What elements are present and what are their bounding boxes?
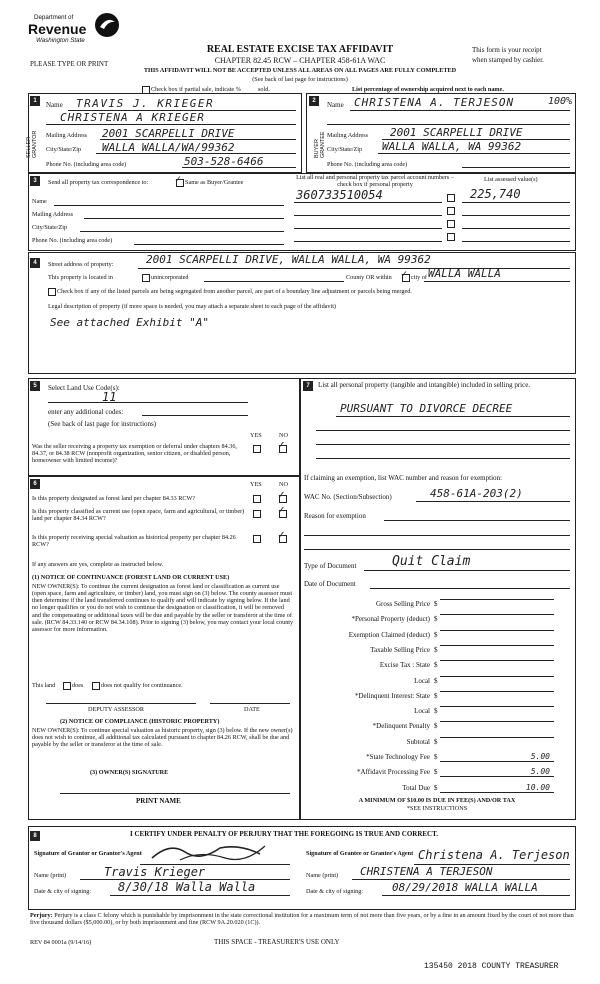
fee-amount [440, 691, 554, 692]
fee-amount [440, 599, 554, 600]
unincorporated-label: unincorporated [151, 274, 189, 281]
dor-swoosh-icon [94, 12, 120, 38]
buyer-city-value: WALLA WALLA, WA 99362 [382, 140, 522, 153]
see-instructions-note: *SEE INSTRUCTIONS [406, 805, 468, 812]
grantor-sig-label: Signature of Grantor or Grantor's Agent [34, 850, 142, 857]
fee-label: Taxable Selling Price [370, 646, 430, 654]
grantor-name-label: Name (print) [34, 872, 67, 879]
legal-value: See attached Exhibit "A" [50, 316, 209, 329]
perjury-text: Perjury is a class C felony which is punishable by imprisonment in the state correctional institution for a maximum term of not more than five years, or by a fine in an amount fixed by the court of not more than five thousand dollars ($5,000.00), or by both imprisonment and fine (RCW 9A.20.020 (1C)). [30, 912, 574, 927]
deputy-assessor-label: DEPUTY ASSESSOR [88, 706, 144, 713]
form-title: REAL ESTATE EXCISE TAX AFFIDAVIT [206, 44, 394, 55]
personal-property-label: List all personal property (tangible and intangible) included in selling price. [318, 381, 531, 389]
fee-amount: 10.00 [440, 783, 554, 793]
perjury-label: Perjury: [30, 912, 53, 919]
assessed-value: 225,740 [470, 187, 521, 201]
section-8-marker: 8 [30, 831, 40, 841]
seller-phone-label: Phone No. (including area code) [46, 161, 127, 168]
fee-dollar-sign: $ [434, 631, 438, 639]
seller-phone-value: 503-528-6466 [184, 155, 264, 168]
grantee-name-value: CHRISTENA A TERJESON [360, 865, 493, 878]
reason-label: Reason for exemption [304, 512, 366, 520]
seller-name-1: TRAVIS J. KRIEGER [76, 97, 215, 110]
grantor-date-value: 8/30/18 Walla Walla [118, 880, 256, 894]
parcel-number: 360733510054 [296, 188, 383, 202]
claim-exemption-label: If claiming an exemption, list WAC number and reason for exemption: [304, 474, 502, 482]
personal-property-checkbox-2[interactable] [447, 207, 455, 215]
section-4-marker: 4 [30, 258, 40, 268]
does-label: does [72, 682, 84, 689]
notice-continuance-title: (1) NOTICE OF CONTINUANCE (FOREST LAND OR CURRENT USE) [32, 574, 230, 581]
fee-dollar-sign: $ [434, 768, 438, 776]
fee-amount [440, 676, 554, 677]
fee-label: Local [414, 677, 430, 685]
minimum-fee-note: A MINIMUM OF $10.00 IS DUE IN FEE(S) AND/OR TAX [358, 797, 516, 804]
sold-label: sold. [258, 86, 270, 93]
fee-dollar-sign: $ [434, 692, 438, 700]
same-as-buyer-check: ✓ [175, 174, 182, 185]
q2-yes-checkbox[interactable] [253, 510, 261, 518]
fee-dollar-sign: $ [434, 722, 438, 730]
corr-name-label: Name [32, 198, 47, 205]
corr-mail-label: Mailing Address [32, 211, 74, 218]
personal-property-value: PURSUANT TO DIVORCE DECREE [340, 402, 513, 415]
same-as-buyer-label: Same as Buyer/Grantee [185, 179, 244, 186]
buyer-mail-value: 2001 SCARPELLI DRIVE [390, 126, 523, 139]
buyer-vertical-label: BUYER GRANTEE [314, 131, 326, 158]
partial-sale-label: Check box if partial sale, indicate % [151, 86, 241, 93]
land-use-code: 11 [102, 390, 117, 404]
exemption-no-check: ✓ [278, 438, 285, 451]
wac-value: 458-61A-203(2) [430, 487, 523, 500]
dept-line2: Revenue [28, 21, 87, 37]
seller-vertical-label: SELLER GRANTOR [26, 130, 38, 158]
forest-q2: Is this property classified as current use (open space, farm and agricultural, or timber) land per chapter 84.34 RCW? [32, 508, 245, 523]
treasurer-stamp: 135450 2018 COUNTY TREASURER [424, 962, 559, 971]
q3-yes-checkbox[interactable] [253, 535, 261, 543]
fee-amount [440, 614, 554, 615]
doc-type-value: Quit Claim [392, 554, 471, 569]
fee-amount [440, 737, 554, 738]
owner-signature-label: (3) OWNER(S) SIGNATURE [90, 769, 169, 776]
city-of-check: ✓ [401, 269, 408, 280]
buyer-ownership-pct: 100% [548, 96, 573, 107]
seller-mail-value: 2001 SCARPELLI DRIVE [102, 127, 235, 140]
wac-label: WAC No. (Section/Subsection) [304, 493, 392, 501]
seller-name-2: CHRISTENA A KRIEGER [60, 111, 205, 124]
notice-continuance-body: NEW OWNER(S): To continue the current designation as forest land or classification as current use (open space, farm and agriculture, or timber) land, you must sign on (3) below. The county assessor must then determine if the land transferred continues to qualify and will indicate by signing below. If the land no longer qualifies or you do not wish to continue the designation or classification, it will be removed and the compensating or additional taxes will be due and payable by the seller or transferor at the time of sale. (RCW 84.33.140 or RCW 84.34.108). Prior to signing (3) below, you may contact your local county assessor for more information. [32, 583, 294, 633]
deputy-date-label: DATE [244, 706, 260, 713]
land-use-no: NO [279, 432, 288, 439]
does-not-label: does not qualify for continuance. [101, 682, 183, 689]
fee-amount [440, 706, 554, 707]
notice-compliance-title: (2) NOTICE OF COMPLIANCE (HISTORIC PROPERTY) [60, 718, 220, 725]
dept-line1: Department of [34, 14, 74, 21]
fee-label: Total Due [402, 784, 430, 792]
buyer-mail-label: Mailing Address [327, 132, 369, 139]
buyer-phone-label: Phone No. (including area code) [327, 161, 408, 168]
parcel-header: List all real and personal property tax parcel account numbers – check box if personal property [296, 174, 454, 189]
fee-label: Local [414, 707, 430, 715]
county-or-label: County OR within [346, 274, 392, 281]
fee-label: Gross Selling Price [375, 600, 430, 608]
q1-no-check: ✓ [278, 488, 285, 501]
fee-dollar-sign: $ [434, 646, 438, 654]
corr-city-label: City/State/Zip [32, 224, 68, 231]
fee-dollar-sign: $ [434, 677, 438, 685]
perjury-notice [30, 912, 576, 926]
street-label: Street address of property: [48, 261, 114, 268]
receipt-line2: when stamped by cashier. [472, 56, 544, 64]
land-use-yes: YES [250, 432, 262, 439]
city-of-label: city of [411, 274, 427, 281]
fee-label: *Delinquent Penalty [372, 722, 430, 730]
section-6-marker: 6 [30, 479, 40, 489]
type-or-print: PLEASE TYPE OR PRINT [30, 60, 109, 68]
q3-no-check: ✓ [278, 528, 285, 541]
land-use-label: Select Land Use Code(s): [48, 384, 120, 392]
this-land-label: This land [32, 682, 56, 689]
segregated-checkbox[interactable] [48, 288, 56, 296]
personal-property-checkbox-3[interactable] [447, 220, 455, 228]
exemption-question: Was the seller receiving a property tax exemption or deferral under chapters 84.36, 84.37, or 84.38 RCW (nonprofit organization, senior citizen, or disabled person, homeowner with limited income)? [32, 443, 237, 465]
grantor-date-label: Date & city of signing: [34, 888, 92, 895]
fee-dollar-sign: $ [434, 738, 438, 746]
grantor-signature [150, 838, 270, 866]
treasurer-use-label: THIS SPACE - TREASURER'S USE ONLY [214, 938, 340, 946]
buyer-name-label: Name [327, 101, 344, 109]
fee-amount [440, 645, 554, 646]
personal-property-checkbox-1[interactable] [447, 194, 455, 202]
seller-name-label: Name [46, 101, 63, 109]
forest-q3: Is this property receiving special valuation as historical property per chapter 84.26 RCW? [32, 534, 236, 549]
fee-dollar-sign: $ [434, 784, 438, 792]
grantee-signature: Christena A. Terjeson [418, 848, 570, 862]
section-7-marker: 7 [303, 381, 313, 391]
does-not-checkbox[interactable] [92, 682, 100, 690]
dept-line3: Washington State [36, 37, 85, 44]
fee-label: *Affidavit Processing Fee [357, 768, 430, 776]
fee-amount [440, 721, 554, 722]
street-value: 2001 SCARPELLI DRIVE, WALLA WALLA, WA 99362 [146, 253, 431, 266]
section-5-marker: 5 [30, 381, 40, 391]
fee-dollar-sign: $ [434, 600, 438, 608]
form-warning: THIS AFFIDAVIT WILL NOT BE ACCEPTED UNLESS ALL AREAS ON ALL PAGES ARE FULLY COMPLETED [143, 67, 457, 74]
grantee-date-value: 08/29/2018 WALLA WALLA [392, 881, 538, 894]
forest-yes: YES [250, 481, 262, 488]
fee-amount: 5.00 [440, 752, 554, 762]
buyer-name-1: CHRISTENA A. TERJESON [354, 96, 515, 109]
grantee-sig-label: Signature of Grantee or Grantee's Agent [306, 850, 414, 857]
personal-property-checkbox-4[interactable] [447, 233, 455, 241]
fee-amount: 5.00 [440, 767, 554, 777]
corr-phone-label: Phone No. (including area code) [32, 237, 113, 244]
fee-label: *Delinquent Interest: State [354, 692, 430, 700]
fee-dollar-sign: $ [434, 615, 438, 623]
located-label: This property is located in [48, 274, 113, 281]
fee-label: *Personal Property (deduct) [351, 615, 430, 623]
q2-no-check: ✓ [278, 503, 285, 516]
print-name-label: PRINT NAME [136, 797, 181, 805]
receipt-line1: This form is your receipt [472, 46, 542, 54]
seller-mail-label: Mailing Address [46, 132, 88, 139]
seller-city-value: WALLA WALLA/WA/99362 [102, 141, 235, 154]
segregated-label: Check box if any of the listed parcels are being segregated from another parcel, are part of a boundary line adjustment or parcels being merged. [57, 288, 412, 295]
seller-city-label: City/State/Zip [46, 146, 82, 153]
doc-date-label: Date of Document [304, 580, 356, 588]
q1-yes-checkbox[interactable] [253, 495, 261, 503]
grantor-name-value: Travis Krieger [104, 865, 206, 879]
doc-type-label: Type of Document [304, 562, 357, 570]
section-3-marker: 3 [30, 176, 40, 186]
legal-label: Legal description of property (if more space is needed, you may attach a separate sheet to each page of the affidavit) [48, 303, 336, 310]
unincorporated-checkbox[interactable] [142, 274, 150, 282]
back-note: (See back of last page for instructions) [252, 76, 348, 83]
section-2-marker: 2 [309, 96, 319, 106]
form-chapter: CHAPTER 82.45 RCW – CHAPTER 458-61A WAC [214, 56, 386, 65]
if-yes-note: If any answers are yes, complete as instructed below. [32, 561, 164, 568]
fee-dollar-sign: $ [434, 661, 438, 669]
forest-q1: Is this property designated as forest land per chapter 84.33 RCW? [32, 495, 196, 502]
additional-codes-label: enter any additional codes: [48, 408, 124, 416]
forest-no: NO [279, 481, 288, 488]
ownership-note: List percentage of ownership acquired next to each name. [352, 86, 504, 93]
fee-amount [440, 630, 554, 631]
grantee-date-label: Date & city of signing: [306, 888, 364, 895]
exemption-yes-checkbox[interactable] [253, 445, 261, 453]
fee-dollar-sign: $ [434, 753, 438, 761]
assessed-header: List assessed value(s) [484, 176, 538, 183]
section-1-marker: 1 [30, 96, 40, 106]
correspondence-label: Send all property tax correspondence to: [48, 179, 149, 186]
fee-label: Subtotal [406, 738, 430, 746]
see-back-label: (See back of last page for instructions) [48, 420, 157, 428]
notice-compliance-body: NEW OWNER(S): To continue special valuation as historic property, sign (3) below. If the new owner(s) does not wish to continue, all additional tax calculated pursuant to chapter 84.26 RCW, shall be due and payable by the seller or transferor at the time of sale. [32, 727, 293, 749]
certify-statement: I CERTIFY UNDER PENALTY OF PERJURY THAT THE FOREGOING IS TRUE AND CORRECT. [130, 830, 439, 838]
grantee-name-label: Name (print) [306, 872, 339, 879]
fee-label: *State Technology Fee [366, 753, 430, 761]
city-value: WALLA WALLA [428, 267, 501, 280]
rev-number: REV 84 0001a (9/14/16) [30, 939, 92, 946]
fee-label: Exemption Claimed (deduct) [348, 631, 430, 639]
does-checkbox[interactable] [63, 682, 71, 690]
fee-dollar-sign: $ [434, 707, 438, 715]
fee-amount [440, 660, 554, 661]
buyer-city-label: City/State/Zip [327, 146, 363, 153]
fee-label: Excise Tax : State [379, 661, 430, 669]
